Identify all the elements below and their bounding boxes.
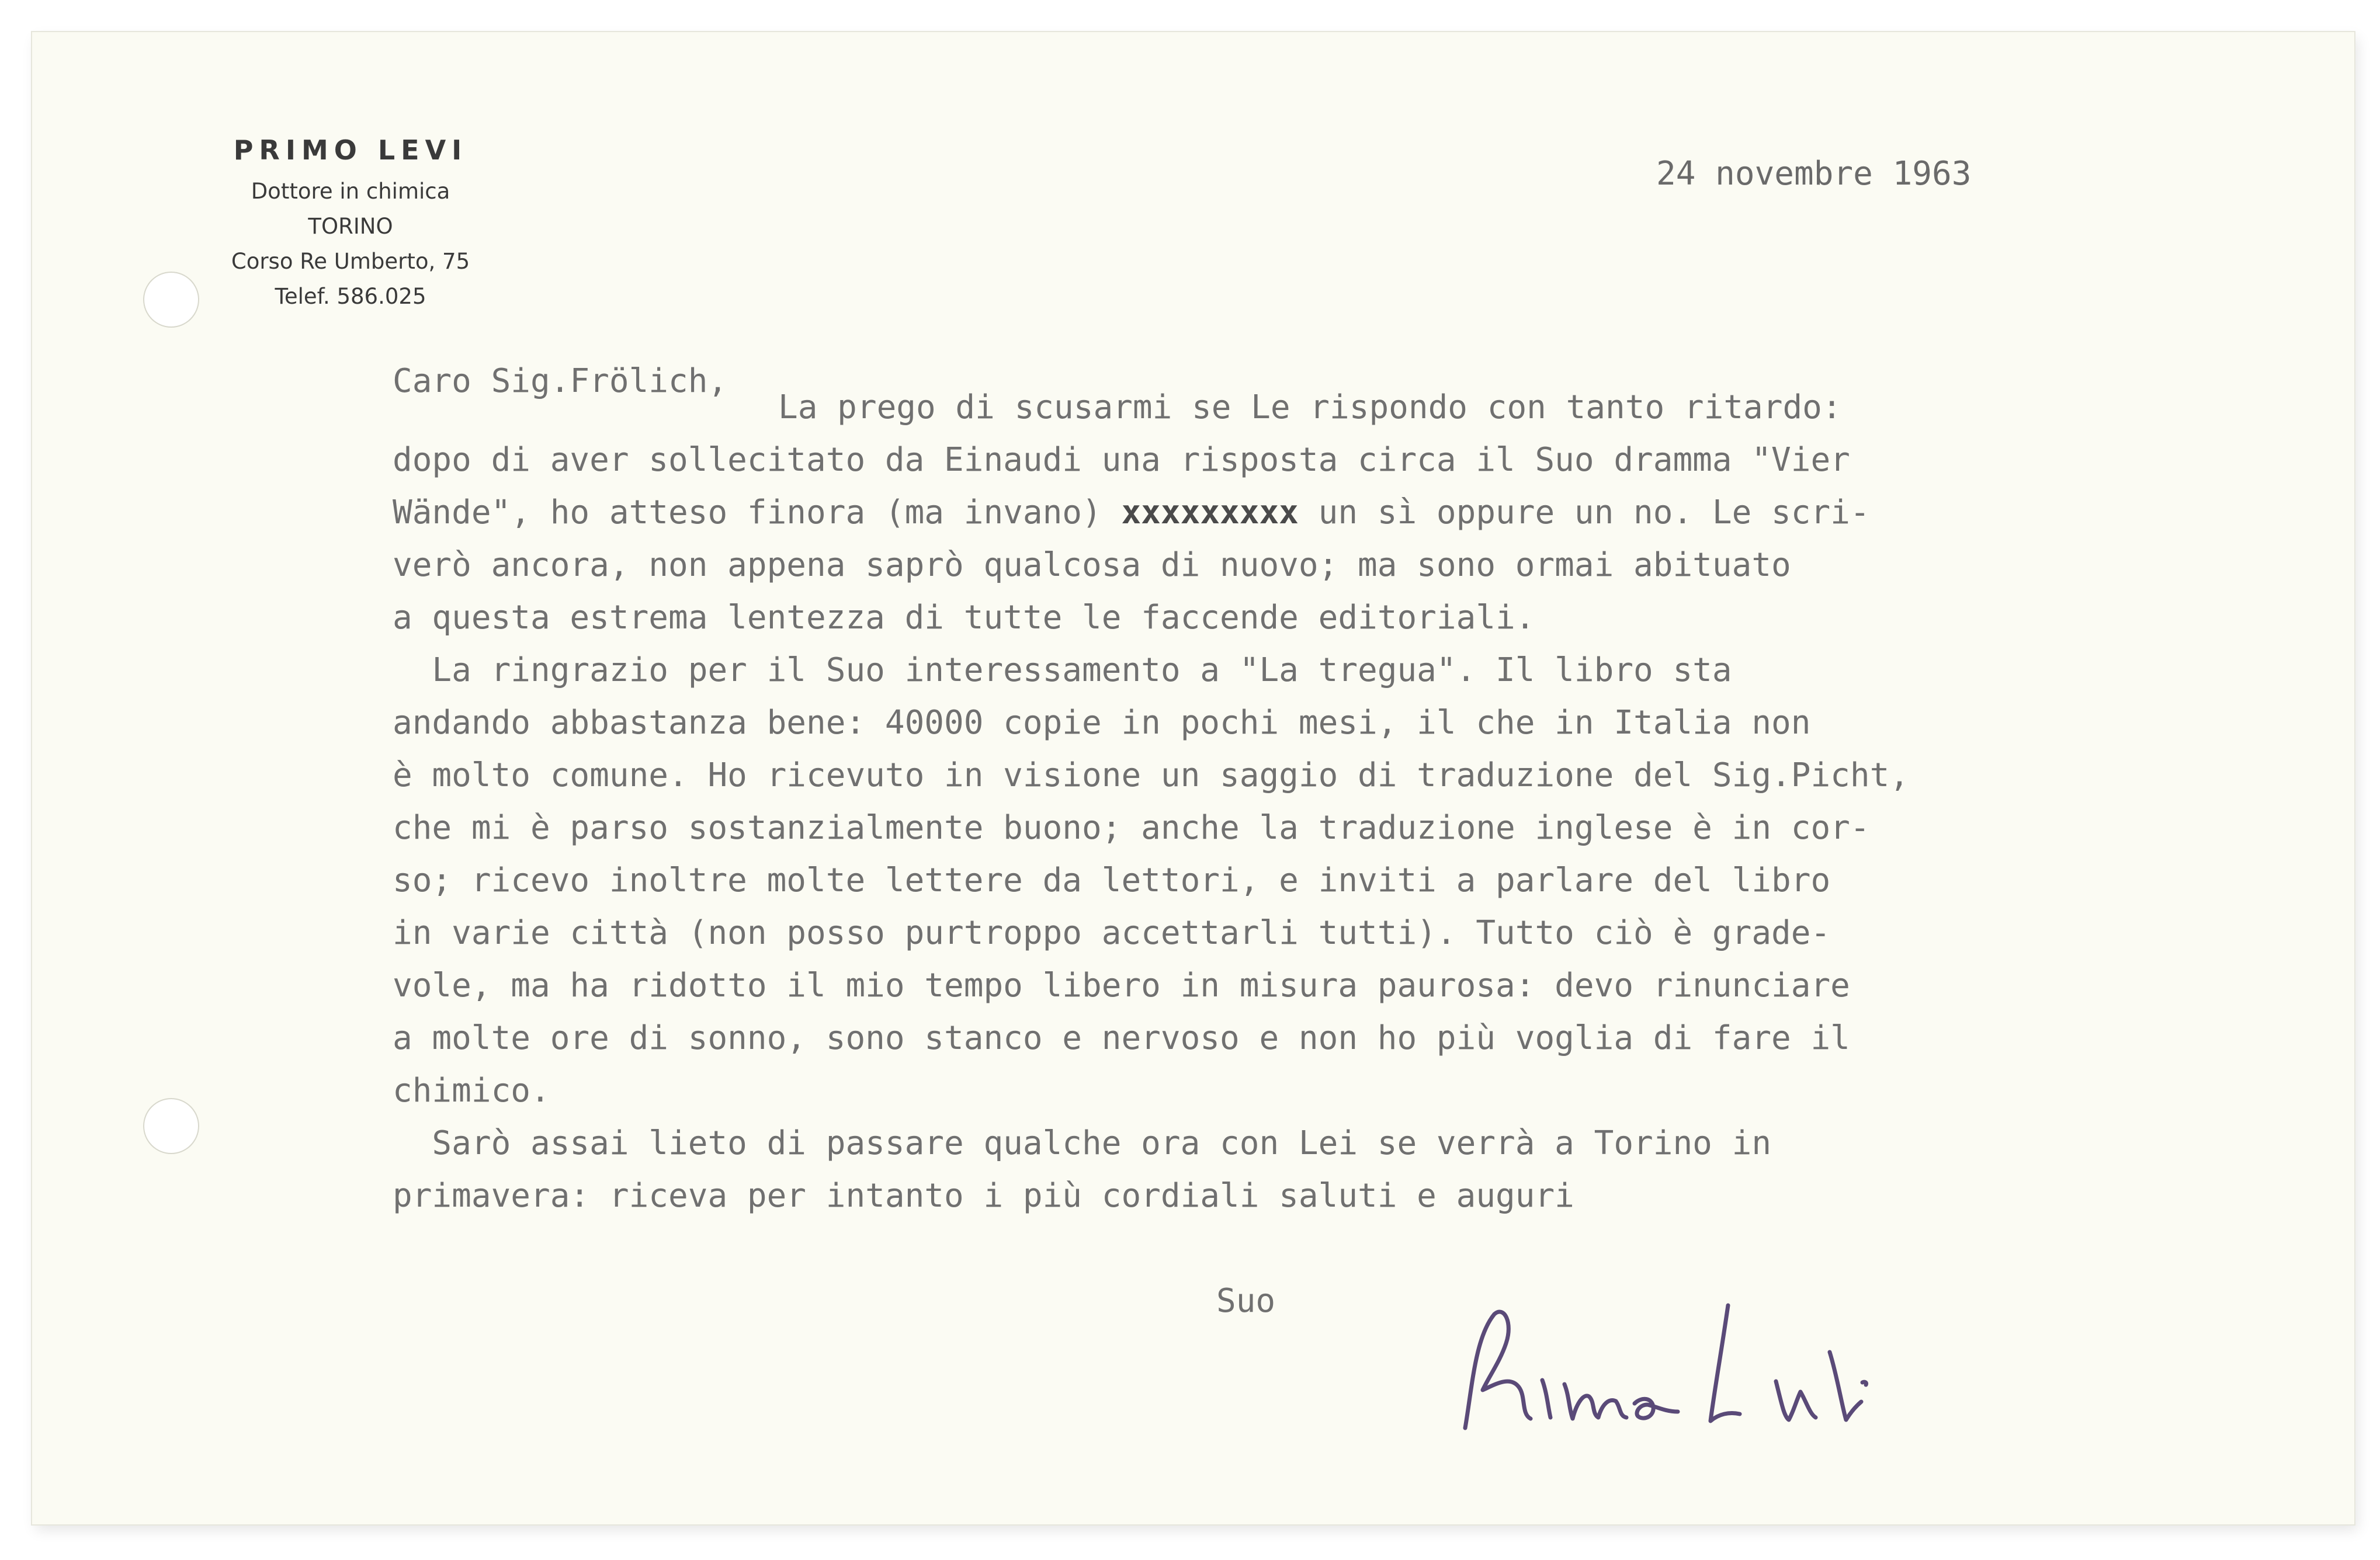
body-line-10: so; ricevo inoltre molte lettere da lettori, e inviti a parlare del libro (393, 861, 1831, 899)
body-line-12: vole, ma ha ridotto il mio tempo libero in misura paurosa: devo rinunciare (393, 967, 1850, 1005)
body-line-8: è molto comune. Ho ricevuto in visione un saggio di traduzione del Sig.Picht, (393, 756, 1910, 794)
letterhead-title: Dottore in chimica (251, 179, 450, 204)
punch-hole-bottom (143, 1098, 199, 1154)
body-line-1: La prego di scusarmi se Le rispondo con tanto ritardo: (778, 388, 1842, 426)
body-line-15: Sarò assai lieto di passare qualche ora con Lei se verrà a Torino in (393, 1124, 1772, 1162)
body-line-13: a molte ore di sonno, sono stanco e nervoso e non ho più voglia di fare il (393, 1019, 1850, 1057)
body-line-4: verò ancora, non appena saprò qualcosa di nuovo; ma sono ormai abituato (393, 546, 1791, 584)
body-line-14: chimico. (393, 1072, 550, 1110)
letterhead-address: Corso Re Umberto, 75 (231, 249, 470, 274)
letterhead-city: TORINO (308, 214, 393, 239)
handwritten-signature (1449, 1282, 1951, 1469)
letterhead (187, 134, 514, 314)
body-line-9: che mi è parso sostanzialmente buono; anche la traduzione inglese è in cor- (393, 809, 1870, 847)
body-line-11: in varie città (non posso purtroppo accettarli tutti). Tutto ciò è grade- (393, 914, 1831, 952)
letterhead-phone: Telef. 586.025 (275, 284, 426, 309)
body-line-2: dopo di aver sollecitato da Einaudi una risposta circa il Suo dramma "Vier (393, 441, 1850, 479)
salutation: Caro Sig.Frölich, (393, 362, 728, 400)
body-line-5: a questa estrema lentezza di tutte le faccende editoriali. (393, 599, 1535, 637)
body-line-3-start: Wände", ho atteso finora (ma invano) (393, 494, 1102, 531)
struck-out-text: xxxxxxxxx (1121, 494, 1299, 531)
closing: Suo (1216, 1282, 1276, 1320)
body-line-3 (393, 494, 1870, 531)
body-line-16: primavera: riceva per intanto i più cordiali saluti e auguri (393, 1177, 1574, 1215)
body-line-7: andando abbastanza bene: 40000 copie in pochi mesi, il che in Italia non (393, 704, 1811, 742)
body-line-6: La ringrazio per il Suo interessamento a "La tregua". Il libro sta (393, 651, 1732, 689)
letterhead-name: PRIMO LEVI (233, 134, 468, 166)
letter-date: 24 novembre 1963 (1656, 155, 1972, 193)
body-line-3-end: un sì oppure un no. Le scri- (1298, 494, 1870, 531)
